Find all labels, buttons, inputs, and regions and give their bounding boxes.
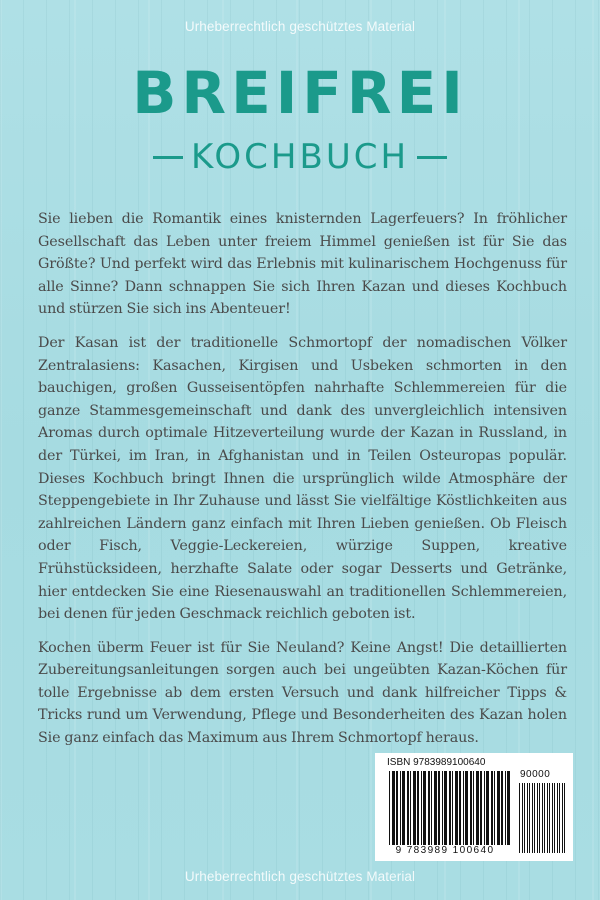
book-subtitle bbox=[0, 137, 600, 177]
barcode-bar bbox=[491, 771, 493, 845]
barcode-bar bbox=[537, 783, 538, 853]
barcode-bar bbox=[542, 783, 543, 853]
barcode-bar bbox=[465, 771, 468, 845]
barcode-bar bbox=[396, 771, 398, 845]
barcode-bar bbox=[547, 783, 548, 853]
barcode-bar bbox=[501, 771, 503, 845]
price-code: 90000 bbox=[520, 769, 551, 780]
barcode-bar bbox=[524, 783, 525, 853]
blurb-paragraph-2: Der Kasan ist der traditionelle Schmortopf der nomadischen Völker Zentralasiens: Kasachen, Kirgisen und Usbeken schmorten in den bauchigen, großen Gusseisentöpfen nahrhafte Schlemmereien für die ganze Stammesgemeinschaft und dank des unvergleichlich intensiven Aromas durch optimale Hitzeverteilung wurde der Kazan in Russland, in der Türkei, im Iran, in Afghanistan und in Teilen Osteuropas populär. Dieses Kochbuch bringt Ihnen die ursprünglich wilde Atmosphäre der Steppengebiete in Ihr Zuhause und lässt Sie vielfältige Köstlichkeiten aus zahlreichen Ländern ganz einfach mit Ihren Lieben genießen. Ob Fleisch oder Fisch, Veggie-Leckereien, würzige Suppen, kreative Frühstücksideen, herzhafte Salate oder sogar Desserts und Getränke, hier entdecken Sie eine Riesenauswahl an traditionellen Schlemmereien, bei denen für jeden Geschmack reichlich geboten ist. bbox=[38, 334, 567, 623]
barcode-bar bbox=[459, 771, 461, 845]
barcode-bar bbox=[470, 771, 472, 845]
barcode-bar bbox=[480, 771, 482, 845]
barcode-bar bbox=[421, 771, 422, 845]
isbn-barcode bbox=[375, 753, 573, 861]
blurb-paragraph-1: Sie lieben die Romantik eines knisternden Lagerfeuers? In fröhlicher Gesellschaft das Leben unter freiem Himmel genießen ist für Sie das Größte? Und perfekt wird das Erlebnis mit kulinarischem Hochgenuss für alle Sinne? Dann schnappen Sie sich Ihren Kazan und dieses Kochbuch und stürzen Sie sich ins Abenteuer! bbox=[38, 211, 567, 318]
book-title: BREIFREI bbox=[132, 59, 468, 127]
barcode-bar bbox=[389, 771, 390, 845]
barcode-bar bbox=[423, 771, 426, 845]
barcode-bar bbox=[402, 771, 405, 845]
barcode-bar bbox=[564, 783, 565, 853]
barcode-bar bbox=[400, 771, 401, 845]
barcode-bar bbox=[534, 783, 535, 853]
barcode-bar bbox=[549, 783, 550, 853]
watermark-bottom: Urheberrechtlich geschütztes Material bbox=[184, 869, 416, 884]
barcode-bar bbox=[413, 771, 416, 845]
barcode-bar bbox=[417, 771, 419, 845]
barcode-bar bbox=[392, 771, 395, 845]
watermark-top: Urheberrechtlich geschütztes Material bbox=[184, 19, 416, 34]
barcode-bar bbox=[428, 771, 430, 845]
barcode-bar bbox=[484, 771, 485, 845]
barcode-bar bbox=[527, 783, 528, 853]
barcode-bar bbox=[544, 783, 545, 853]
barcode-bar bbox=[505, 771, 506, 845]
barcode-bar bbox=[539, 783, 540, 853]
barcode-bar bbox=[486, 771, 489, 845]
blurb-paragraph-3: Kochen überm Feuer ist für Sie Neuland? Keine Angst! Die detaillierten Zubereitungsanleitungen sorgen auch bei ungeübten Kazan-Köchen für tolle Ergebnisse ab dem ersten Versuch und dank hilfreicher Tipps & Tricks rund um Verwendung, Pflege und Besonderheiten des Kazan holen Sie ganz einfach das Maximum aus Ihrem Schmortopf heraus. bbox=[38, 639, 567, 747]
barcode-bar bbox=[452, 771, 453, 845]
barcode-bar bbox=[529, 783, 530, 853]
barcode-bar bbox=[497, 771, 500, 845]
barcode-bar bbox=[494, 771, 495, 845]
subtitle-dash-right bbox=[417, 156, 447, 159]
barcode-bar bbox=[444, 771, 447, 845]
subtitle-text: KOCHBUCH bbox=[190, 137, 410, 177]
barcode-bar bbox=[552, 783, 553, 853]
barcode-bar bbox=[522, 783, 523, 853]
blurb-text bbox=[38, 208, 567, 761]
barcode-bar bbox=[434, 771, 437, 845]
barcode-bar bbox=[476, 771, 479, 845]
barcode-bar bbox=[554, 783, 555, 853]
barcode-bar bbox=[559, 783, 560, 853]
barcode-bar bbox=[438, 771, 440, 845]
barcode-bar bbox=[562, 783, 563, 853]
barcode-bar bbox=[532, 783, 533, 853]
barcode-bar bbox=[519, 783, 520, 853]
barcode-bar bbox=[410, 771, 411, 845]
barcode-bar bbox=[473, 771, 474, 845]
subtitle-dash-left bbox=[153, 156, 183, 159]
barcode-bar bbox=[407, 771, 409, 845]
barcode-bar bbox=[507, 771, 510, 845]
barcode-bar bbox=[455, 771, 458, 845]
barcode-bar bbox=[463, 771, 464, 845]
isbn-label: ISBN 9783989100640 bbox=[387, 757, 486, 768]
barcode-bar bbox=[557, 783, 558, 853]
barcode-bar bbox=[442, 771, 443, 845]
barcode-bar bbox=[431, 771, 432, 845]
barcode-bar bbox=[449, 771, 451, 845]
barcode-digits: 9 783989 100640 bbox=[395, 845, 495, 856]
